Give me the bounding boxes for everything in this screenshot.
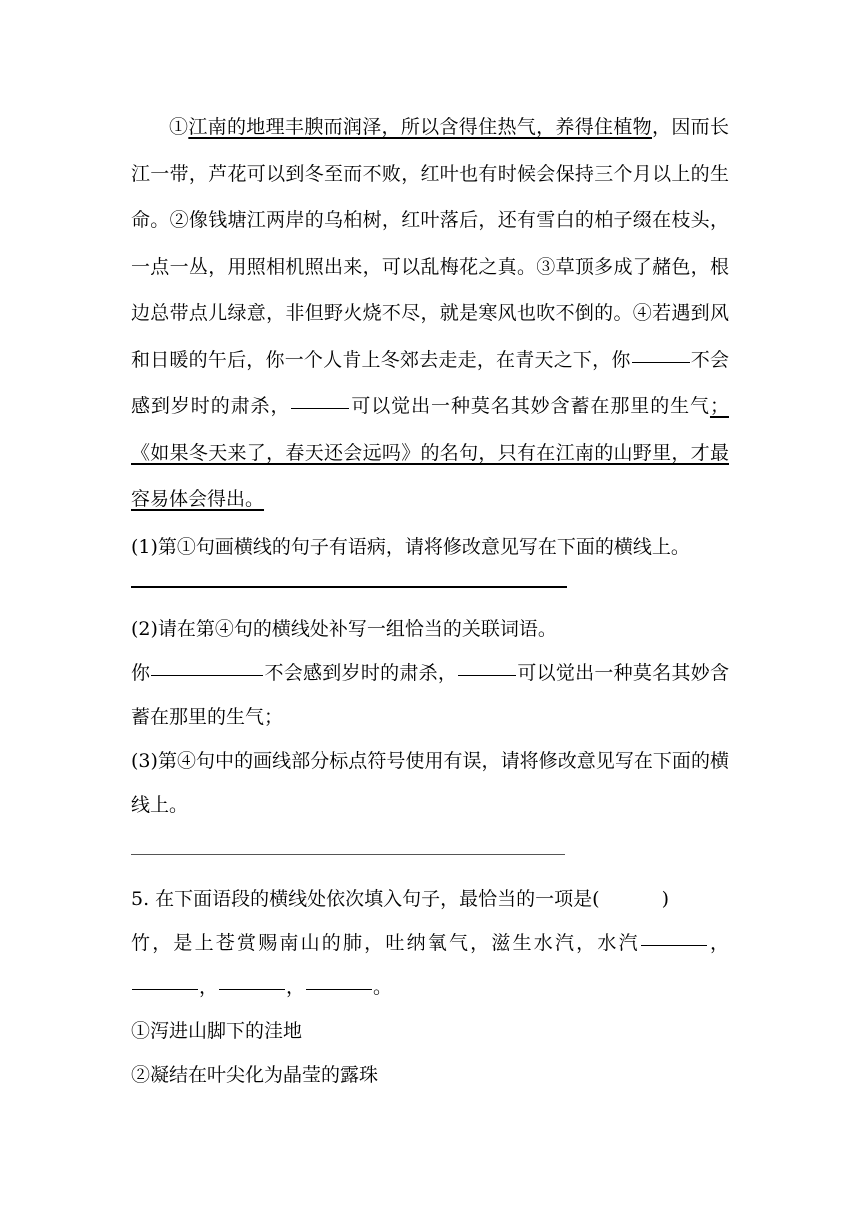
option-2: ②凝结在叶尖化为晶莹的露珠 <box>131 1063 379 1086</box>
fill-text-a: 你 <box>131 661 151 684</box>
q5-blank-1[interactable] <box>641 926 707 946</box>
fill-blank-1[interactable] <box>151 656 263 676</box>
reading-passage <box>131 104 729 523</box>
passage-blank-1[interactable] <box>632 343 690 363</box>
question-1: (1)第①句画横线的句子有语病，请将修改意见写在下面的横线上。 <box>131 535 690 558</box>
comma-3: ， <box>286 975 306 998</box>
option-1: ①泻进山脚下的洼地 <box>131 1019 303 1042</box>
question-5-passage <box>131 921 729 1009</box>
sentence-3: ③草顶多成了赭色，根边总带点儿绿意，非但野火烧不尽，就是寒风也吹不倒的。 <box>131 255 729 324</box>
fill-text-c: 可以觉出一种莫名其妙含蓄在那里的生气； <box>131 661 729 728</box>
q5-blank-4[interactable] <box>306 970 372 990</box>
comma-1: ， <box>707 931 729 954</box>
question-5-paren-close: ) <box>661 887 670 910</box>
sentence-4-end: 可以觉出一种莫名其妙含蓄在那里的生气 <box>350 395 710 417</box>
period: 。 <box>373 975 393 998</box>
sentence-2: ②像钱塘江两岸的乌桕树，红叶落后，还有雪白的柏子缀在枝头，一点一丛，用照相机照出来，可以乱梅花之真。 <box>131 209 729 278</box>
question-2: (2)请在第④句的横线处补写一组恰当的关联词语。 <box>131 617 557 640</box>
fill-text-b: 不会感到岁时的肃杀， <box>264 661 458 684</box>
sentence-4-start: ④若遇到风和日暖的午后，你一个人肯上冬郊去走走，在青天之下，你 <box>131 302 729 371</box>
question-3: (3)第④句中的画线部分标点符号使用有误，请将修改意见写在下面的横线上。 <box>131 749 729 816</box>
sentence-1-rest: ，因而长江一带，芦花可以到冬至而不败，红叶也有时候会保持三个月以上的生命。 <box>131 116 729 231</box>
answer-line-3[interactable] <box>131 854 565 855</box>
q5-blank-2[interactable] <box>132 970 198 990</box>
question-5-text: 5. 在下面语段的横线处依次填入句子，最恰当的一项是( <box>131 887 600 910</box>
q5-blank-3[interactable] <box>219 970 285 990</box>
sentence-number-1: ① <box>169 116 189 138</box>
comma-2: ， <box>199 975 219 998</box>
underlined-sentence-4: ；《如果冬天来了，春天还会远吗》的名句，只有在江南的山野里，才最容易体会得出。 <box>131 395 729 510</box>
passage-blank-2[interactable] <box>291 389 349 409</box>
question-2-fill <box>131 651 729 739</box>
underlined-sentence-1: 江南的地理丰腴而润泽，所以含得住热气，养得住植物 <box>188 116 653 138</box>
question-5-passage-text: 竹，是上苍赏赐南山的肺，吐纳氧气，滋生水汽，水汽 <box>131 931 640 954</box>
answer-line-1[interactable] <box>131 586 567 588</box>
fill-blank-2[interactable] <box>458 656 516 676</box>
sentence-4-middle: 不会感到岁时的肃杀， <box>131 348 729 417</box>
question-5-stem <box>131 877 729 921</box>
document-page <box>131 104 729 1097</box>
